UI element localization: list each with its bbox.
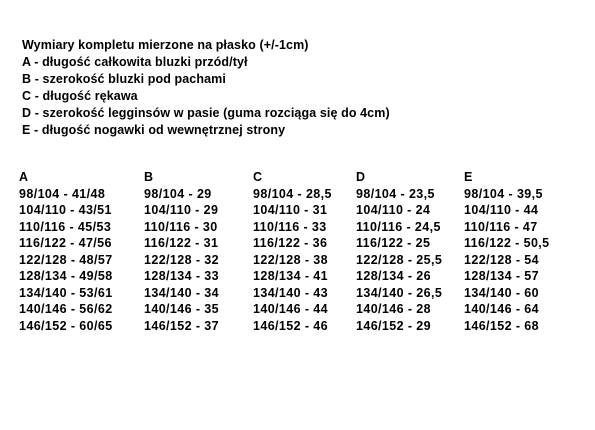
column-c	[253, 169, 332, 334]
size-row: 98/104 - 23,5	[356, 186, 435, 201]
size-row: 122/128 - 54	[464, 252, 539, 267]
column-header: C	[253, 170, 263, 184]
size-table	[0, 169, 595, 339]
size-row: 140/146 - 44	[253, 302, 328, 316]
legend-line-e: E - długość nogawki od wewnętrznej strony	[22, 123, 286, 137]
legend-line-b: B - szerokość bluzki pod pachami	[22, 72, 226, 86]
size-row: 146/152 - 46	[253, 318, 328, 333]
size-row: 104/110 - 44	[464, 203, 539, 217]
size-row: 146/152 - 68	[464, 318, 539, 333]
size-row: 140/146 - 64	[464, 302, 539, 316]
size-row: 128/134 - 41	[253, 269, 328, 283]
size-row: 104/110 - 29	[144, 203, 219, 217]
column-b	[144, 169, 219, 334]
column-a	[19, 169, 113, 334]
size-row: 122/128 - 25,5	[356, 252, 443, 267]
size-row: 134/140 - 43	[253, 285, 328, 300]
size-row: 134/140 - 26,5	[356, 285, 443, 300]
legend-line-d: D - szerokość legginsów w pasie (guma rozciąga się do 4cm)	[22, 106, 390, 120]
size-row: 110/116 - 45/53	[19, 219, 112, 234]
size-row: 116/122 - 25	[356, 236, 431, 250]
size-row: 110/116 - 24,5	[356, 219, 441, 234]
size-row: 98/104 - 28,5	[253, 186, 332, 201]
size-row: 134/140 - 34	[144, 285, 219, 300]
measurement-legend	[22, 37, 390, 139]
size-row: 146/152 - 60/65	[19, 318, 113, 333]
size-row: 128/134 - 49/58	[19, 269, 113, 283]
size-row: 140/146 - 56/62	[19, 302, 113, 316]
size-row: 116/122 - 31	[144, 236, 219, 250]
size-row: 98/104 - 39,5	[464, 186, 543, 201]
size-row: 116/122 - 50,5	[464, 236, 550, 250]
column-e	[464, 169, 550, 334]
size-row: 122/128 - 32	[144, 252, 219, 267]
size-row: 122/128 - 48/57	[19, 252, 113, 267]
size-row: 116/122 - 47/56	[19, 236, 112, 250]
size-row: 104/110 - 43/51	[19, 203, 112, 217]
size-row: 110/116 - 30	[144, 219, 218, 234]
size-row: 104/110 - 31	[253, 203, 328, 217]
legend-line-a: A - długość całkowita bluzki przód/tył	[22, 55, 248, 69]
size-row: 140/146 - 35	[144, 302, 219, 316]
size-row: 140/146 - 28	[356, 302, 431, 316]
column-d	[356, 169, 442, 334]
legend-line-c: C - długość rękawa	[22, 89, 138, 103]
size-row: 98/104 - 41/48	[19, 186, 106, 201]
size-row: 146/152 - 29	[356, 318, 431, 333]
column-header: D	[356, 170, 366, 184]
size-row: 116/122 - 36	[253, 236, 328, 250]
column-header: B	[144, 170, 154, 184]
size-row: 110/116 - 47	[464, 219, 538, 234]
column-header: E	[464, 170, 473, 184]
size-row: 110/116 - 33	[253, 219, 327, 234]
size-row: 134/140 - 60	[464, 285, 539, 300]
size-row: 128/134 - 26	[356, 269, 431, 283]
size-row: 146/152 - 37	[144, 318, 219, 333]
size-row: 134/140 - 53/61	[19, 285, 113, 300]
column-header: A	[19, 170, 29, 184]
size-row: 128/134 - 33	[144, 269, 219, 283]
size-row: 128/134 - 57	[464, 269, 539, 283]
size-row: 122/128 - 38	[253, 252, 328, 267]
legend-title: Wymiary kompletu mierzone na płasko (+/-1cm)	[22, 38, 309, 52]
size-row: 98/104 - 29	[144, 186, 212, 201]
size-row: 104/110 - 24	[356, 203, 431, 217]
